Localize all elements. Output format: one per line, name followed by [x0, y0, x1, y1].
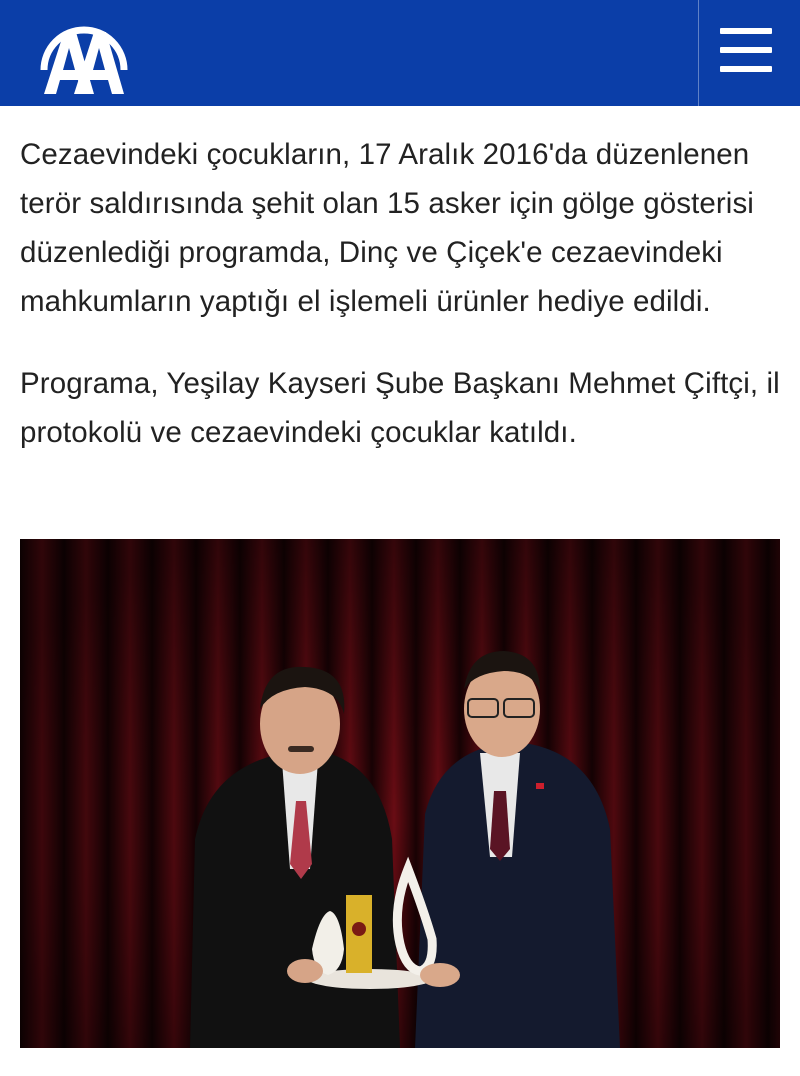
article-photo: [20, 539, 780, 1048]
aa-logo-icon[interactable]: [38, 8, 130, 98]
hamburger-menu-icon[interactable]: [712, 22, 778, 78]
article-photo-illustration: [20, 539, 780, 1048]
header-divider: [698, 0, 699, 106]
article-paragraph: Cezaevindeki çocukların, 17 Aralık 2016'da düzenlenen terör saldırısında şehit olan 15 asker için gölge gösterisi düzenlediği programda, Dinç ve Çiçek'e cezaevindeki mahkumların yaptığı el işlemeli ürünler hediye edildi.: [20, 138, 754, 318]
article-paragraph: Programa, Yeşilay Kayseri Şube Başkanı Mehmet Çiftçi, il protokolü ve cezaevindeki çocuklar katıldı.: [20, 367, 780, 449]
top-header-bar: [0, 0, 800, 106]
article-body: [20, 130, 780, 457]
